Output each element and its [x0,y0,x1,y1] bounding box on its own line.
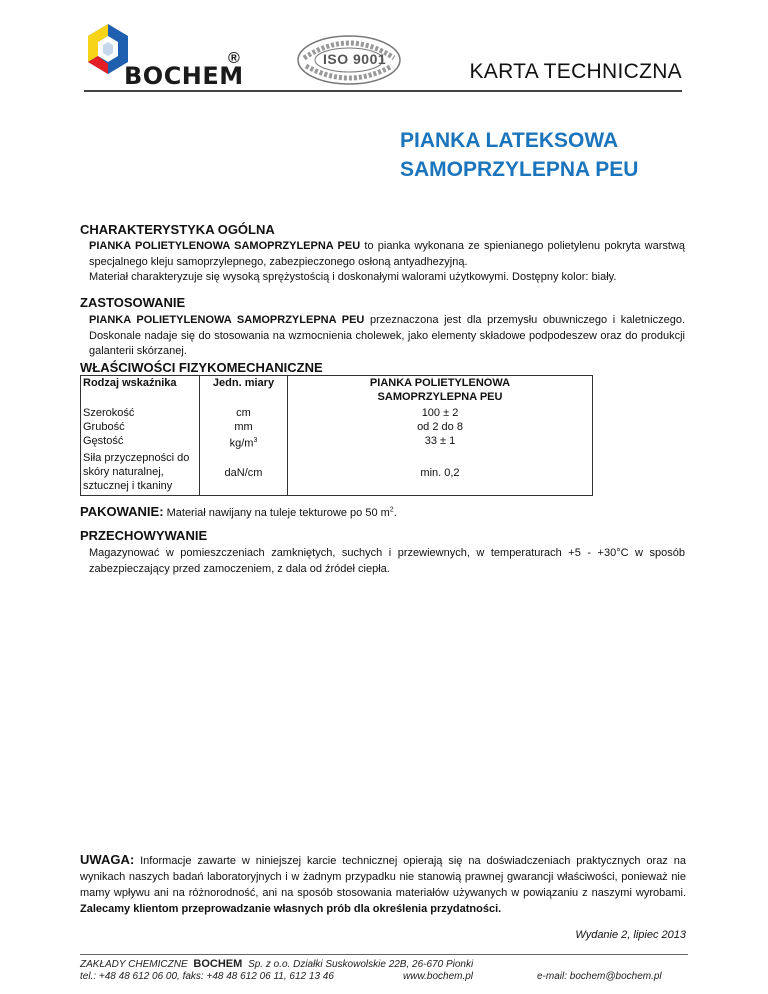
row-unit-text: kg/m [229,437,254,450]
packaging-label: PAKOWANIE: [80,504,164,519]
footer-company-prefix: ZAKŁADY CHEMICZNE [80,959,188,970]
properties-table [80,375,593,496]
footer-company-brand: BOCHEM [193,958,243,970]
general-description [89,239,685,270]
row-unit-sup: 3 [253,437,258,444]
footer-divider [80,954,688,955]
header-divider [84,90,682,92]
row-name: Siła przyczepności do skóry naturalnej, sztucznej i tkaniny [81,451,200,496]
footer-website[interactable]: www.bochem.pl [403,971,474,982]
notice-label: UWAGA: [80,852,135,867]
table-row [81,451,593,496]
edition: Wydanie 2, lipiec 2013 [575,929,686,941]
storage-description: Magazynować w pomieszczeniach zamkniętych, suchych i przewiewnych, w temperaturach +5 - +30°C w sposób zabezpieczający przed zamoczeniem, z dala od źródeł ciepła. [89,547,685,575]
notice-bold-text: Zalecamy klientom przeprowadzanie własnych prób dla określenia przydatności. [80,903,502,915]
row-value: min. 0,2 [420,466,460,479]
row-name: Gęstość [81,434,200,451]
section-heading-usage: ZASTOSOWANIE [80,295,186,310]
table-header-row [81,376,593,407]
brand-name: BOCHEM [124,62,244,90]
product-title-line-1: PIANKA LATEKSOWA [400,129,619,152]
row-unit: mm [200,420,288,434]
registered-mark: ® [228,50,240,67]
packaging-sup: 2 [389,506,394,514]
column-header-product: PIANKA POLIETYLENOWA SAMOPRZYLEPNA PEU [369,377,511,403]
footer-phones: tel.: +48 48 612 06 00, faks: +48 48 612 06 11, 612 13 46 [80,971,334,982]
section-heading-properties: WŁAŚCIWOŚCI FIZYKOMECHANICZNE [80,360,323,375]
packaging-end: . [393,507,397,519]
row-unit [200,434,288,451]
column-header-unit: Jedn. miary [200,376,288,407]
usage-description [89,313,685,360]
row-name: Szerokość [81,406,200,420]
company-logo [84,22,264,94]
row-value: 100 ± 2 [421,407,459,419]
section-heading-storage: PRZECHOWYWANIE [80,528,208,543]
row-unit: cm [200,406,288,420]
packaging-line [80,504,397,519]
general-product-name: PIANKA POLIETYLENOWA SAMOPRZYLEPNA PEU [89,240,361,252]
usage-product-name: PIANKA POLIETYLENOWA SAMOPRZYLEPNA PEU [89,314,365,326]
notice-text: Informacje zawarte w niniejszej karcie technicznej opierają się na doświadczeniach praktycznych oraz na wynikach naszych badań laboratoryjnych i w żadnym przypadku nie stanowią prawnej gwarancji właściwości, ponieważ nie mamy wpływu ani na różnorodność, ani na sposób stosowania materiałów używanych w powiązaniu z naszymi wyrobami. [80,855,686,899]
footer-email[interactable]: e-mail: bochem@bochem.pl [537,971,662,982]
general-description-2: Materiał charakteryzuje się wysoką sprężystością i doskonałymi walorami użytkowymi. Dostępny kolor: biały. [89,271,617,283]
row-name: Grubość [81,420,200,434]
document-type: KARTA TECHNICZNA [469,60,682,83]
row-value: 33 ± 1 [424,435,456,447]
iso-label: ISO 9001 [323,51,387,67]
table-row [81,406,593,420]
table-row [81,420,593,434]
row-value: od 2 do 8 [417,421,463,433]
section-heading-general: CHARAKTERYSTYKA OGÓLNA [80,222,275,237]
general-text-1: to pianka wykonana ze spienianego polietylenu pokryta warstwą specjalnego kleju samoprzylepnego, zabezpieczonego osłoną antyadhezyjną. [89,240,685,268]
row-unit: daN/cm [200,451,288,496]
footer-address: Sp. z o.o. Działki Suskowolskie 22B, 26-670 Pionki [248,959,474,970]
iso-certificate-seal [296,34,402,86]
usage-text: przeznaczona jest dla przemysłu obuwniczego i kaletniczego. Doskonale nadaje się do stosowania na wzmocnienia cholewek, jako elementy składowe podpodeszew oraz do produkcji galanterii skórzanej. [89,314,686,358]
packaging-text: Materiał nawijany na tuleje tekturowe po 50 m [163,507,390,519]
notice [80,852,686,917]
table-row [81,434,593,451]
footer-company [80,958,473,970]
product-title [400,126,638,184]
product-title-line-2: SAMOPRZYLEPNA PEU [400,158,639,181]
column-header-indicator: Rodzaj wskaźnika [81,376,200,407]
